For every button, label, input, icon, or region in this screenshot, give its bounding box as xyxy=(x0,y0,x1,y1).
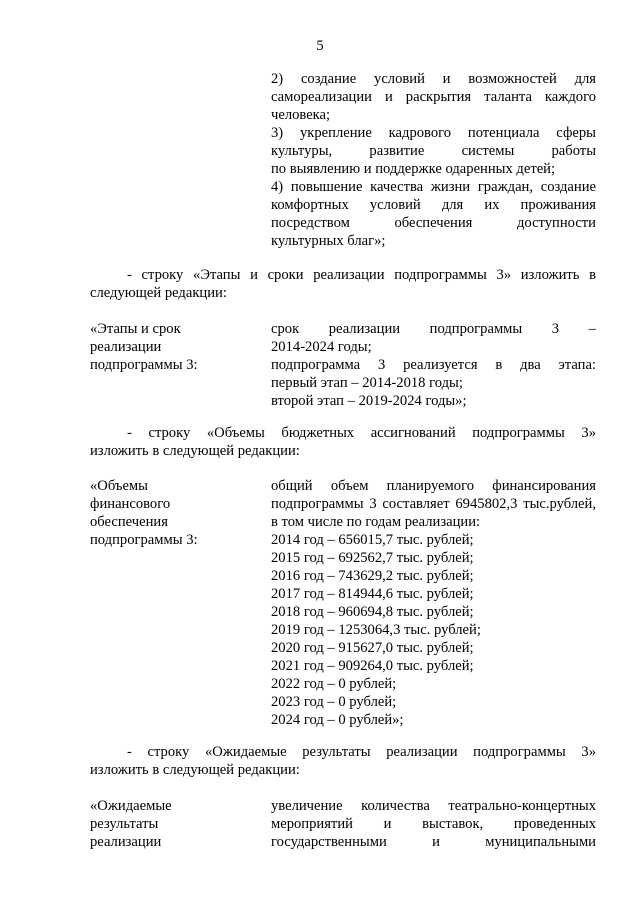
section1-value-line-4: первый этап – 2014-2018 годы; xyxy=(271,375,463,391)
section2-value-line-3: в том числе по годам реализации: xyxy=(271,514,481,530)
funding-year-2016: 2016 год – 743629,2 тыс. рублей; xyxy=(271,568,474,584)
intro-item-4-line-4: культурных благ»; xyxy=(271,233,386,249)
section1-value-line-2: 2014-2024 годы; xyxy=(271,339,372,355)
section3-value xyxy=(271,797,596,851)
section3-value-line-1: увеличение количества театрально-концертных xyxy=(271,798,596,814)
section3-value-line-2: мероприятий и выставок, проведенных xyxy=(271,816,596,832)
section2-value xyxy=(271,477,596,729)
intro-item-3-line-3: по выявлению и поддержке одаренных детей; xyxy=(271,161,556,177)
intro-item-4-line-3: посредством обеспечения доступности xyxy=(271,215,596,231)
section1-intro xyxy=(90,266,596,302)
intro-item-2-line-1: 2) создание условий и возможностей для xyxy=(271,71,596,87)
page-number: 5 xyxy=(316,38,324,54)
section1-intro-line-1: - строку «Этапы и сроки реализации подпрограммы 3» изложить в xyxy=(127,267,596,283)
section1-label xyxy=(90,320,260,374)
intro-item-3-line-1: 3) укрепление кадрового потенциала сферы xyxy=(271,125,596,141)
section1-label-line-1: «Этапы и срок xyxy=(90,321,181,337)
section1-intro-line-2: следующей редакции: xyxy=(90,285,227,301)
funding-year-2023: 2023 год – 0 рублей; xyxy=(271,694,397,710)
funding-year-2020: 2020 год – 915627,0 тыс. рублей; xyxy=(271,640,474,656)
intro-item-4-line-2: комфортных условий для их проживания xyxy=(271,197,596,213)
section2-intro-line-2: изложить в следующей редакции: xyxy=(90,443,300,459)
funding-year-2014: 2014 год – 656015,7 тыс. рублей; xyxy=(271,532,474,548)
intro-items xyxy=(271,70,596,250)
intro-item-4-line-1: 4) повышение качества жизни граждан, создание xyxy=(271,179,596,195)
section1-value-line-1: срок реализации подпрограммы 3 – xyxy=(271,321,596,337)
section2-value-line-2: подпрограммы 3 составляет 6945802,3 тыс.рублей, xyxy=(271,496,596,512)
section2-intro-line-1: - строку «Объемы бюджетных ассигнований подпрограммы 3» xyxy=(127,425,596,441)
section3-intro-line-2: изложить в следующей редакции: xyxy=(90,762,300,778)
section1-value-line-5: второй этап – 2019-2024 годы»; xyxy=(271,393,467,409)
section1-value-line-3: подпрограмма 3 реализуется в два этапа: xyxy=(271,357,596,373)
funding-year-2019: 2019 год – 1253064,3 тыс. рублей; xyxy=(271,622,481,638)
funding-year-2021: 2021 год – 909264,0 тыс. рублей; xyxy=(271,658,474,674)
funding-year-2018: 2018 год – 960694,8 тыс. рублей; xyxy=(271,604,474,620)
section3-intro-line-1: - строку «Ожидаемые результаты реализации подпрограммы 3» xyxy=(127,744,596,760)
intro-item-2-line-2: самореализации и раскрытия таланта каждого xyxy=(271,89,596,105)
funding-year-2017: 2017 год – 814944,6 тыс. рублей; xyxy=(271,586,474,602)
section2-label-line-4: подпрограммы 3: xyxy=(90,532,198,548)
section2-label-line-2: финансового xyxy=(90,496,171,512)
intro-item-2-line-3: человека; xyxy=(271,107,331,123)
section2-label-line-3: обеспечения xyxy=(90,514,168,530)
section2-value-line-1: общий объем планируемого финансирования xyxy=(271,478,596,494)
section2-label xyxy=(90,477,260,549)
section3-label-line-1: «Ожидаемые xyxy=(90,798,172,814)
section3-intro xyxy=(90,743,596,779)
section1-label-line-3: подпрограммы 3: xyxy=(90,357,198,373)
section3-value-line-3: государственными и муниципальными xyxy=(271,834,596,850)
section2-intro xyxy=(90,424,596,460)
section1-label-line-2: реализации xyxy=(90,339,162,355)
section3-label-line-3: реализации xyxy=(90,834,162,850)
funding-year-2015: 2015 год – 692562,7 тыс. рублей; xyxy=(271,550,474,566)
intro-item-3-line-2: культуры, развитие системы работы xyxy=(271,143,596,159)
section3-label xyxy=(90,797,260,851)
funding-year-2022: 2022 год – 0 рублей; xyxy=(271,676,397,692)
section1-value xyxy=(271,320,596,410)
section2-label-line-1: «Объемы xyxy=(90,478,148,494)
funding-year-2024: 2024 год – 0 рублей»; xyxy=(271,712,404,728)
section3-label-line-2: результаты xyxy=(90,816,159,832)
